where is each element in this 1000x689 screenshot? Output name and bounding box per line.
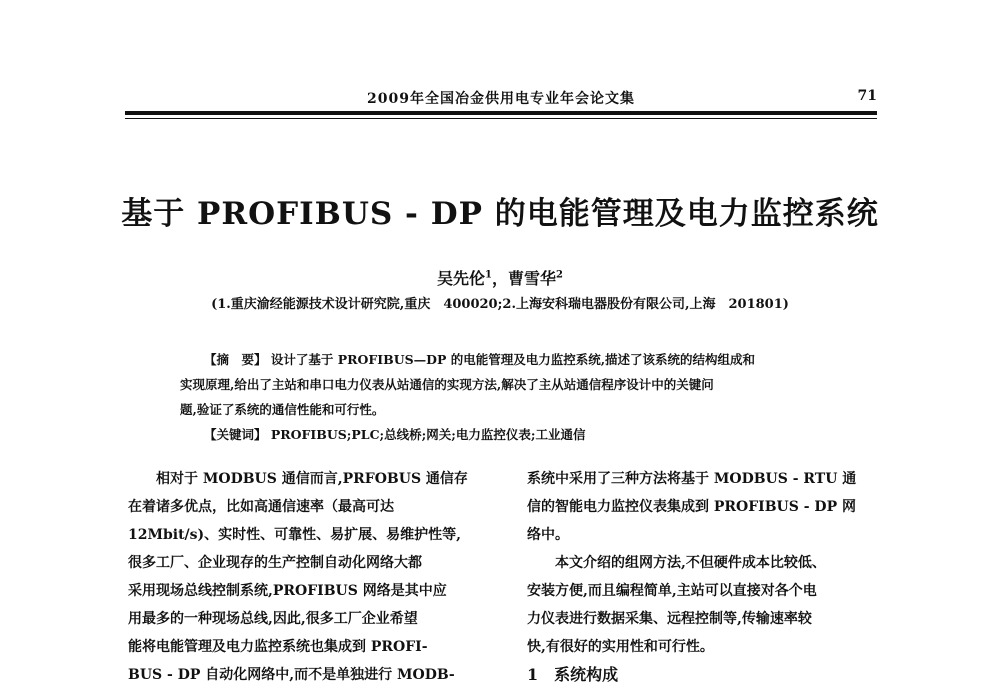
right-line: 本文介绍的组网方法,不但硬件成本比较低、 [555,555,826,571]
affiliation: (1.重庆渝经能源技术设计研究院,重庆 400020;2.上海安科瑞电器股份有限公司,上海 201801) [211,297,789,312]
left-column [128,465,493,689]
keywords-line [180,422,848,447]
right-line: 力仪表进行数据采集、远程控制等,传输速率较 [527,611,812,627]
header-rule-thin [125,118,877,119]
abstract-text-1: 设计了基于 PROFIBUS—DP 的电能管理及电力监控系统,描述了该系统的结构组成和 [270,352,756,367]
keywords-text: PROFIBUS;PLC;总线桥;网关;电力监控仪表;工业通信 [270,427,586,442]
right-line: 系统中采用了三种方法将基于 MODBUS - RTU 通 [527,471,857,487]
right-line: 快,有很好的实用性和可行性。 [527,639,714,655]
author-line [0,266,1000,289]
running-header [125,88,877,108]
keywords-label: 【关键词】 [204,427,267,442]
abstract-block [180,347,848,447]
right-line: 络中。 [527,527,569,543]
right-column [527,465,892,689]
left-line: 12Mbit/s)、实时性、可靠性、易扩展、易维护性等, [128,527,462,543]
section-heading: 1 系统构成 [527,665,619,684]
right-line: 安装方便,而且编程简单,主站可以直接对各个电 [527,583,817,599]
author-2: 曹雪华 [508,269,557,288]
author-2-mark: 2 [556,269,563,281]
left-line: BUS - DP 自动化网络中,而不是单独进行 MODB- [128,667,455,683]
abstract-line-1 [180,347,848,372]
right-line: 信的智能电力监控仪表集成到 PROFIBUS - DP 网 [527,499,856,515]
left-line: 采用现场总线控制系统,PROFIBUS 网络是其中应 [128,583,447,599]
left-line: 很多工厂、企业现存的生产控制自动化网络大都 [128,555,422,571]
author-1: 吴先伦 [437,269,486,288]
header-rule-thick [125,111,877,115]
left-line: 相对于 MODBUS 通信而言,PRFOBUS 通信存 [156,471,468,487]
left-line: 用最多的一种现场总线,因此,很多工厂企业希望 [128,611,418,627]
abstract-line-2: 实现原理,给出了主站和串口电力仪表从站通信的实现方法,解决了主从站通信程序设计中的关键问 [180,377,714,392]
running-title: 2009年全国冶金供用电专业年会论文集 [367,91,635,107]
left-line: 能将电能管理及电力监控系统也集成到 PROFI- [128,639,428,655]
left-line: 在着诸多优点，比如高通信速率（最高可达 [128,499,394,515]
author-separator: ， [491,269,508,288]
author-1-mark: 1 [485,269,492,281]
page-number: 71 [857,88,877,104]
paper-title: 基于 PROFIBUS - DP 的电能管理及电力监控系统 [121,196,879,232]
abstract-line-3: 题,验证了系统的通信性能和可行性。 [180,402,385,417]
abstract-label: 【摘 要】 [204,352,267,367]
